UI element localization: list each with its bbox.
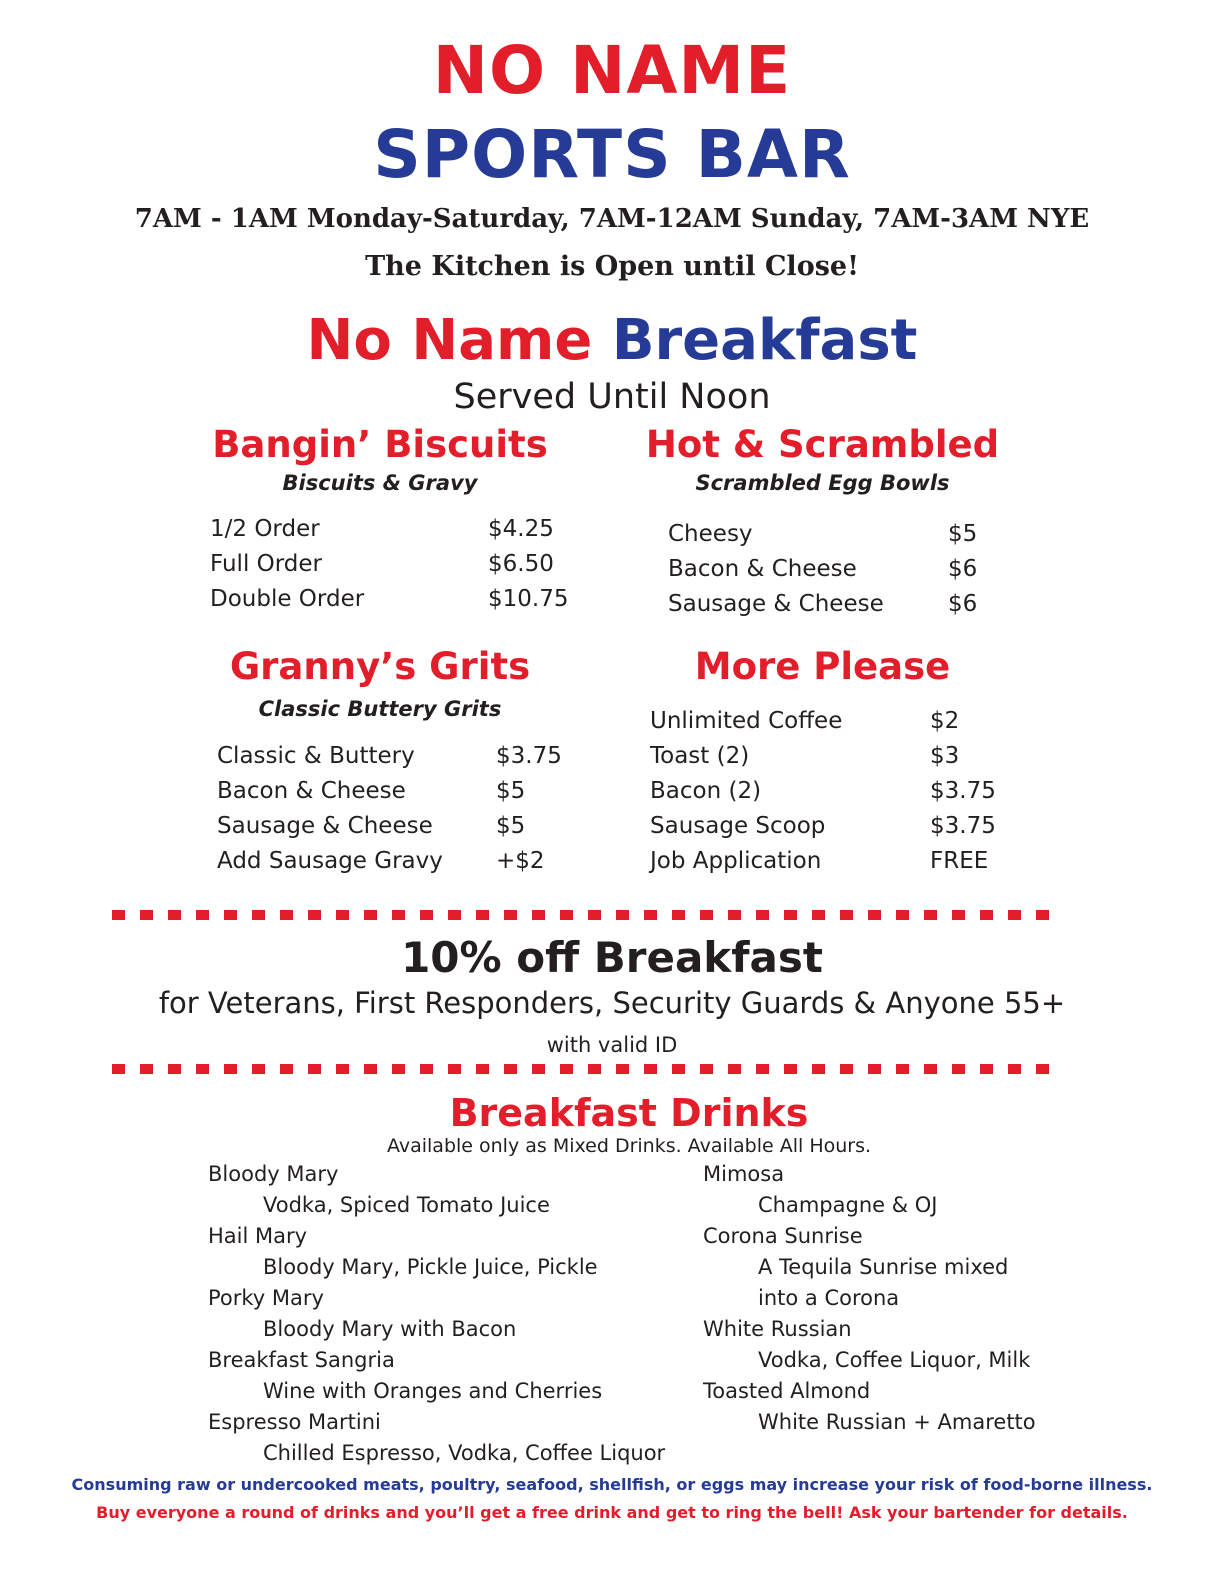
biscuits-title: Bangin’ Biscuits xyxy=(212,423,548,466)
drink-name: Bloody Mary xyxy=(208,1162,339,1186)
item-name: Sausage & Cheese xyxy=(217,813,433,839)
item-price: $3.75 xyxy=(496,743,562,769)
drinks-title: Breakfast Drinks xyxy=(449,1091,809,1135)
drink-desc: Vodka, Coffee Liquor, Milk xyxy=(758,1348,1031,1372)
item-name: Bacon & Cheese xyxy=(668,556,857,582)
menu-item xyxy=(668,517,998,552)
bell-promo: Buy everyone a round of drinks and you’ll get a free drink and get to ring the bell! Ask your bartender for details. xyxy=(96,1503,1128,1522)
item-name: Cheesy xyxy=(668,521,753,547)
drink-name: Hail Mary xyxy=(208,1224,308,1248)
item-name: Job Application xyxy=(650,848,822,874)
item-name: Classic & Buttery xyxy=(217,743,415,769)
item-price: $3.75 xyxy=(930,813,996,839)
scrambled-items xyxy=(668,517,998,622)
drink-desc: Wine with Oranges and Cherries xyxy=(263,1379,603,1403)
biscuits-items xyxy=(210,512,590,617)
more-section xyxy=(620,646,1025,688)
scrambled-title: Hot & Scrambled xyxy=(645,423,1000,466)
discount-title: 10% off Breakfast xyxy=(401,933,823,982)
item-name: Bacon & Cheese xyxy=(217,778,406,804)
more-title: More Please xyxy=(694,645,951,688)
item-price: $5 xyxy=(496,813,526,839)
grits-subtitle: Classic Buttery Grits xyxy=(258,697,502,721)
title-line-1: NO NAME xyxy=(432,32,792,109)
menu-item xyxy=(210,582,590,617)
menu-item xyxy=(650,774,1010,809)
drink-desc: Bloody Mary with Bacon xyxy=(263,1317,517,1341)
item-name: Double Order xyxy=(210,586,365,612)
drink-name: Mimosa xyxy=(703,1162,785,1186)
discount-subtitle: for Veterans, First Responders, Security Guards & Anyone 55+ xyxy=(158,986,1066,1020)
menu-item xyxy=(668,587,998,622)
drink-desc: Champagne & OJ xyxy=(758,1193,938,1217)
biscuits-section xyxy=(180,424,580,496)
drinks-note: Available only as Mixed Drinks. Available All Hours. xyxy=(386,1135,872,1157)
item-name: Sausage & Cheese xyxy=(668,591,884,617)
item-name: 1/2 Order xyxy=(210,516,320,542)
drink-name: Porky Mary xyxy=(208,1286,324,1310)
menu-item xyxy=(217,739,597,774)
drink-desc: into a Corona xyxy=(758,1286,900,1310)
item-price: $4.25 xyxy=(488,516,554,542)
grits-items xyxy=(217,739,597,879)
menu-item xyxy=(650,704,1010,739)
discount-note: with valid ID xyxy=(546,1033,678,1057)
item-price: $6 xyxy=(948,591,978,617)
hours: 7AM - 1AM Monday-Saturday, 7AM-12AM Sunday, 7AM-3AM NYE xyxy=(134,204,1090,234)
dashed-divider-top xyxy=(112,909,1052,919)
item-name: Unlimited Coffee xyxy=(650,708,843,734)
item-name: Toast (2) xyxy=(650,743,750,769)
grits-title: Granny’s Grits xyxy=(229,645,531,688)
item-name: Add Sausage Gravy xyxy=(217,848,443,874)
menu-item xyxy=(217,774,597,809)
title-line-2: SPORTS BAR xyxy=(373,116,851,193)
served-until: Served Until Noon xyxy=(453,377,771,417)
drink-name: Breakfast Sangria xyxy=(208,1348,395,1372)
item-price: $3.75 xyxy=(930,778,996,804)
item-price: $10.75 xyxy=(488,586,569,612)
menu-item xyxy=(217,844,597,879)
item-price: $5 xyxy=(948,521,978,547)
scrambled-section xyxy=(620,424,1025,496)
scrambled-subtitle: Scrambled Egg Bowls xyxy=(695,471,950,495)
menu-item xyxy=(210,512,590,547)
drink-desc: A Tequila Sunrise mixed xyxy=(758,1255,1009,1279)
menu-item xyxy=(210,547,590,582)
menu-item xyxy=(650,739,1010,774)
item-price: FREE xyxy=(930,848,989,874)
item-price: $2 xyxy=(930,708,960,734)
menu-item xyxy=(650,844,1010,879)
drink-desc: Bloody Mary, Pickle Juice, Pickle xyxy=(263,1255,598,1279)
grits-section xyxy=(180,646,580,722)
food-warning: Consuming raw or undercooked meats, poultry, seafood, shellfish, or eggs may increase your risk of food-borne illness. xyxy=(71,1475,1153,1494)
item-price: +$2 xyxy=(496,848,545,874)
dashed-divider-top-line xyxy=(112,909,1052,921)
drink-desc: Vodka, Spiced Tomato Juice xyxy=(263,1193,550,1217)
drink-name: White Russian xyxy=(703,1317,852,1341)
item-price: $6.50 xyxy=(488,551,554,577)
menu-item xyxy=(217,809,597,844)
drink-name: Corona Sunrise xyxy=(703,1224,863,1248)
menu-item xyxy=(650,809,1010,844)
drink-name: Espresso Martini xyxy=(208,1410,381,1434)
item-name: Bacon (2) xyxy=(650,778,762,804)
breakfast-title xyxy=(0,310,1224,372)
item-price: $5 xyxy=(496,778,526,804)
drinks-right-column xyxy=(703,1159,1103,1438)
item-price: $6 xyxy=(948,556,978,582)
drink-desc: White Russian + Amaretto xyxy=(758,1410,1036,1434)
kitchen-note: The Kitchen is Open until Close! xyxy=(365,251,859,282)
dashed-divider-bottom xyxy=(112,1063,1052,1073)
more-items xyxy=(650,704,1010,879)
dashed-divider-bottom-line xyxy=(112,1063,1052,1075)
menu-item xyxy=(668,552,998,587)
breakfast-title-part1: No Name xyxy=(306,308,593,373)
item-price: $3 xyxy=(930,743,960,769)
item-name: Full Order xyxy=(210,551,323,577)
item-name: Sausage Scoop xyxy=(650,813,826,839)
breakfast-title-part2: Breakfast xyxy=(611,308,918,373)
drink-name: Toasted Almond xyxy=(703,1379,871,1403)
drinks-left-column xyxy=(208,1159,698,1469)
drink-desc: Chilled Espresso, Vodka, Coffee Liquor xyxy=(263,1441,666,1465)
biscuits-subtitle: Biscuits & Gravy xyxy=(282,471,478,495)
